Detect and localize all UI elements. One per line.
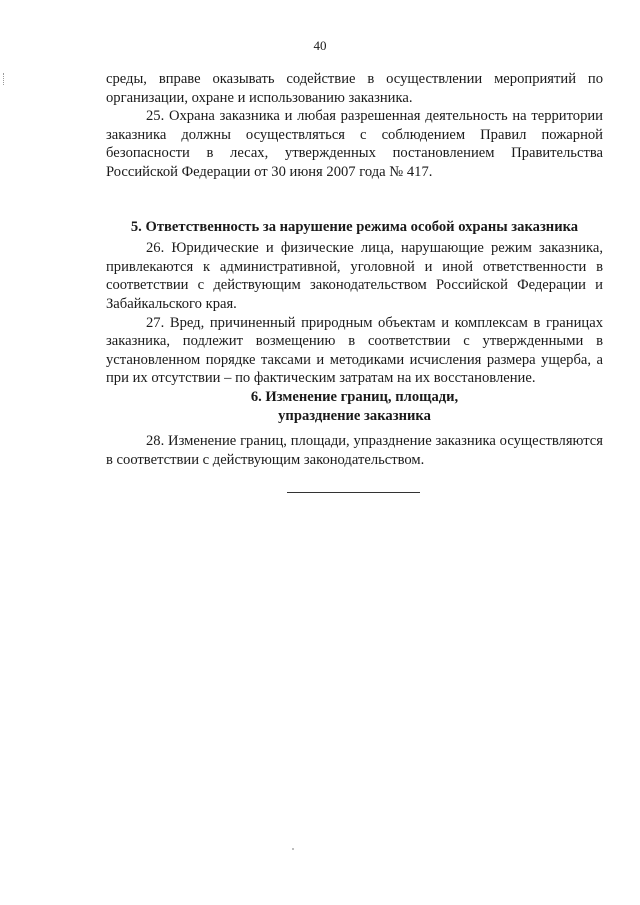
document-body xyxy=(106,70,603,469)
section-6-heading xyxy=(106,388,603,425)
end-separator-line xyxy=(287,492,420,493)
section-5-heading: 5. Ответственность за нарушение режима особой охраны заказника xyxy=(130,218,579,235)
page-number: 40 xyxy=(313,38,327,53)
paragraph-27: 27. Вред, причиненный природным объектам и комплексам в границах заказника, подлежит возмещению в соответствии с утвержденными в установленном порядке таксами и методиками исчисления размера ущерба, а при их отсутствии – по фактическим затратам на их восстановление. xyxy=(106,314,603,387)
paragraph-26: 26. Юридические и физические лица, нарушающие режим заказника, привлекаются к административной, уголовной и иной ответственности в соответствии с действующим законодательством Российской Федерации и Забайкальского края. xyxy=(106,240,603,312)
scan-speck xyxy=(292,848,294,850)
section-6-heading-line-2: упразднение заказника xyxy=(278,407,431,424)
paragraph-25: 25. Охрана заказника и любая разрешенная деятельность на территории заказника должны осуществляться с соблюдением Правил пожарной безопасности в лесах, утвержденных постановлением Правительства Российской Федерации от 30 июня 2007 года № 417. xyxy=(106,108,603,180)
paragraph-28: 28. Изменение границ, площади, упразднение заказника осуществляются в соответствии с действующим законодательством. xyxy=(106,433,603,468)
scan-edge-mark xyxy=(3,73,6,85)
paragraph-continuation: среды, вправе оказывать содействие в осуществлении мероприятий по организации, охране и использованию заказника. xyxy=(106,71,603,106)
section-6-heading-line-1: 6. Изменение границ, площади, xyxy=(250,388,459,405)
